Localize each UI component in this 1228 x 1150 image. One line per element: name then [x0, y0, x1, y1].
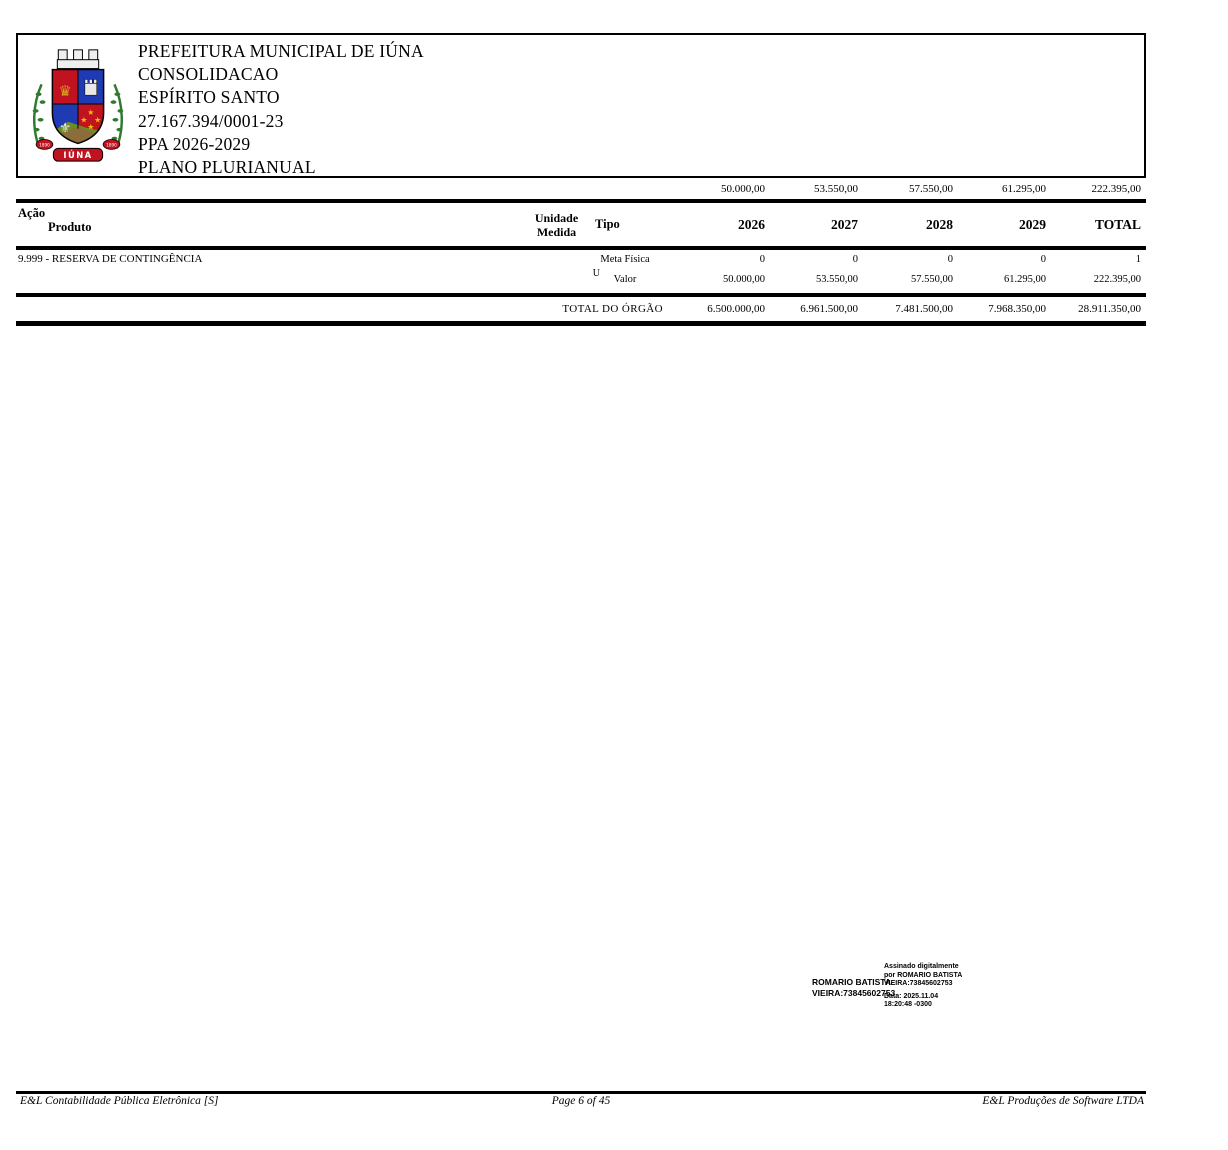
- page-number: Page 6 of 45: [551, 1095, 611, 1107]
- stamp-line: por ROMARIO BATISTA: [884, 971, 963, 979]
- value-cell-2026: [665, 250, 770, 293]
- meta-value: 0: [852, 254, 858, 265]
- stamp-line: VIEIRA:73845602753: [884, 980, 953, 987]
- column-header-unidade-medida: Unidade Medida: [534, 210, 579, 239]
- cnpj-number: 27.167.394/0001-23: [138, 110, 284, 131]
- tipo-valor-label: Valor: [613, 274, 637, 285]
- acao-header: Ação: [18, 206, 46, 220]
- iuna-coat-of-arms-icon: [28, 40, 128, 173]
- column-header-2026: 2026: [738, 216, 765, 232]
- organ-total-value: 6.961.500,00: [800, 303, 858, 315]
- meta-value: 0: [947, 254, 953, 265]
- valor-value: 61.295,00: [1004, 274, 1046, 285]
- carryover-value: 61.295,00: [1002, 182, 1046, 195]
- column-header-total: TOTAL: [1094, 216, 1141, 232]
- value-cell-2028: [863, 250, 958, 293]
- valor-value: 57.550,00: [911, 274, 953, 285]
- footer-rule: [16, 1091, 1146, 1094]
- value-cell-2027: [770, 250, 863, 293]
- table-rule: [16, 321, 1146, 326]
- footer-software-name: E&L Contabilidade Pública Eletrônica [S]: [20, 1095, 219, 1107]
- acao-cell: 9.999 - RESERVA DE CONTINGÊNCIA: [18, 253, 203, 265]
- mural-crown: [57, 50, 98, 69]
- organ-total-row: [16, 297, 1146, 321]
- organ-total-value: 7.968.350,00: [988, 303, 1046, 315]
- carryover-values-row: [16, 180, 1146, 197]
- report-header-text: [138, 40, 424, 179]
- banner-city-name: IÚNA: [63, 150, 93, 161]
- carryover-value: 53.550,00: [814, 182, 858, 195]
- organ-total-label: TOTAL DO ÓRGÃO: [562, 303, 663, 315]
- signer-name-line2: VIEIRA:73845602753: [812, 987, 896, 998]
- produto-header: Produto: [48, 220, 92, 234]
- table-header-row: [16, 203, 1146, 246]
- crown-emblem-icon: ♛: [58, 83, 72, 101]
- organ-total-value: 7.481.500,00: [895, 303, 953, 315]
- value-cell-total: [1051, 250, 1146, 293]
- carryover-value: 50.000,00: [721, 182, 765, 195]
- carryover-value: 57.550,00: [909, 182, 953, 195]
- svg-text:★: ★: [87, 122, 95, 132]
- value-cell-2029: [958, 250, 1051, 293]
- stamp-line: Assinado digitalmente: [884, 963, 959, 970]
- tipo-meta-label: Meta Física: [600, 254, 650, 265]
- svg-text:★: ★: [87, 107, 95, 117]
- valor-value: 50.000,00: [723, 274, 765, 285]
- consolidation-label: CONSOLIDACAO: [138, 64, 279, 85]
- meta-value: 0: [759, 254, 765, 265]
- report-header-box: [16, 33, 1146, 178]
- ppa-period: PPA 2026-2029: [138, 133, 251, 154]
- carryover-value: 222.395,00: [1091, 182, 1141, 195]
- signer-name-line1: ROMARIO BATISTA: [812, 977, 892, 987]
- signature-stamp-block: [884, 963, 962, 1010]
- organ-total-value: 6.500.000,00: [707, 303, 765, 315]
- signature-name-block: [812, 977, 895, 998]
- valor-value: 222.395,00: [1093, 274, 1141, 285]
- svg-text:★: ★: [80, 115, 88, 125]
- stamp-date: Data: 2025.11.04: [884, 992, 939, 1000]
- stamp-time: 18:20:48 -0300: [884, 1001, 932, 1008]
- svg-text:★: ★: [94, 115, 102, 125]
- fleur-de-lis-icon: ⚜: [59, 120, 72, 137]
- valor-value: 53.550,00: [816, 274, 858, 285]
- entity-name: PREFEITURA MUNICIPAL DE IÚNA: [138, 41, 424, 61]
- meta-value: 1: [1135, 254, 1141, 265]
- table-row: [16, 250, 1146, 293]
- column-header-2029: 2029: [1019, 216, 1046, 232]
- footer-company-name: E&L Produções de Software LTDA: [982, 1095, 1144, 1107]
- meta-value: 0: [1040, 254, 1046, 265]
- coat-of-arms-svg: [28, 40, 128, 173]
- column-header-2028: 2028: [926, 216, 953, 232]
- column-header-tipo: Tipo: [595, 217, 620, 231]
- banner-year-left: 1890: [39, 142, 50, 148]
- organ-total-value: 28.911.350,00: [1078, 303, 1141, 315]
- column-header-acao-produto: [16, 203, 528, 246]
- document-title: PLANO PLURIANUAL: [138, 157, 316, 178]
- unidade-medida-cell: U: [592, 268, 600, 279]
- state-name: ESPÍRITO SANTO: [138, 87, 280, 108]
- banner-year-right: 1890: [106, 142, 117, 148]
- column-header-2027: 2027: [831, 216, 858, 232]
- castle-emblem-icon: [85, 79, 97, 95]
